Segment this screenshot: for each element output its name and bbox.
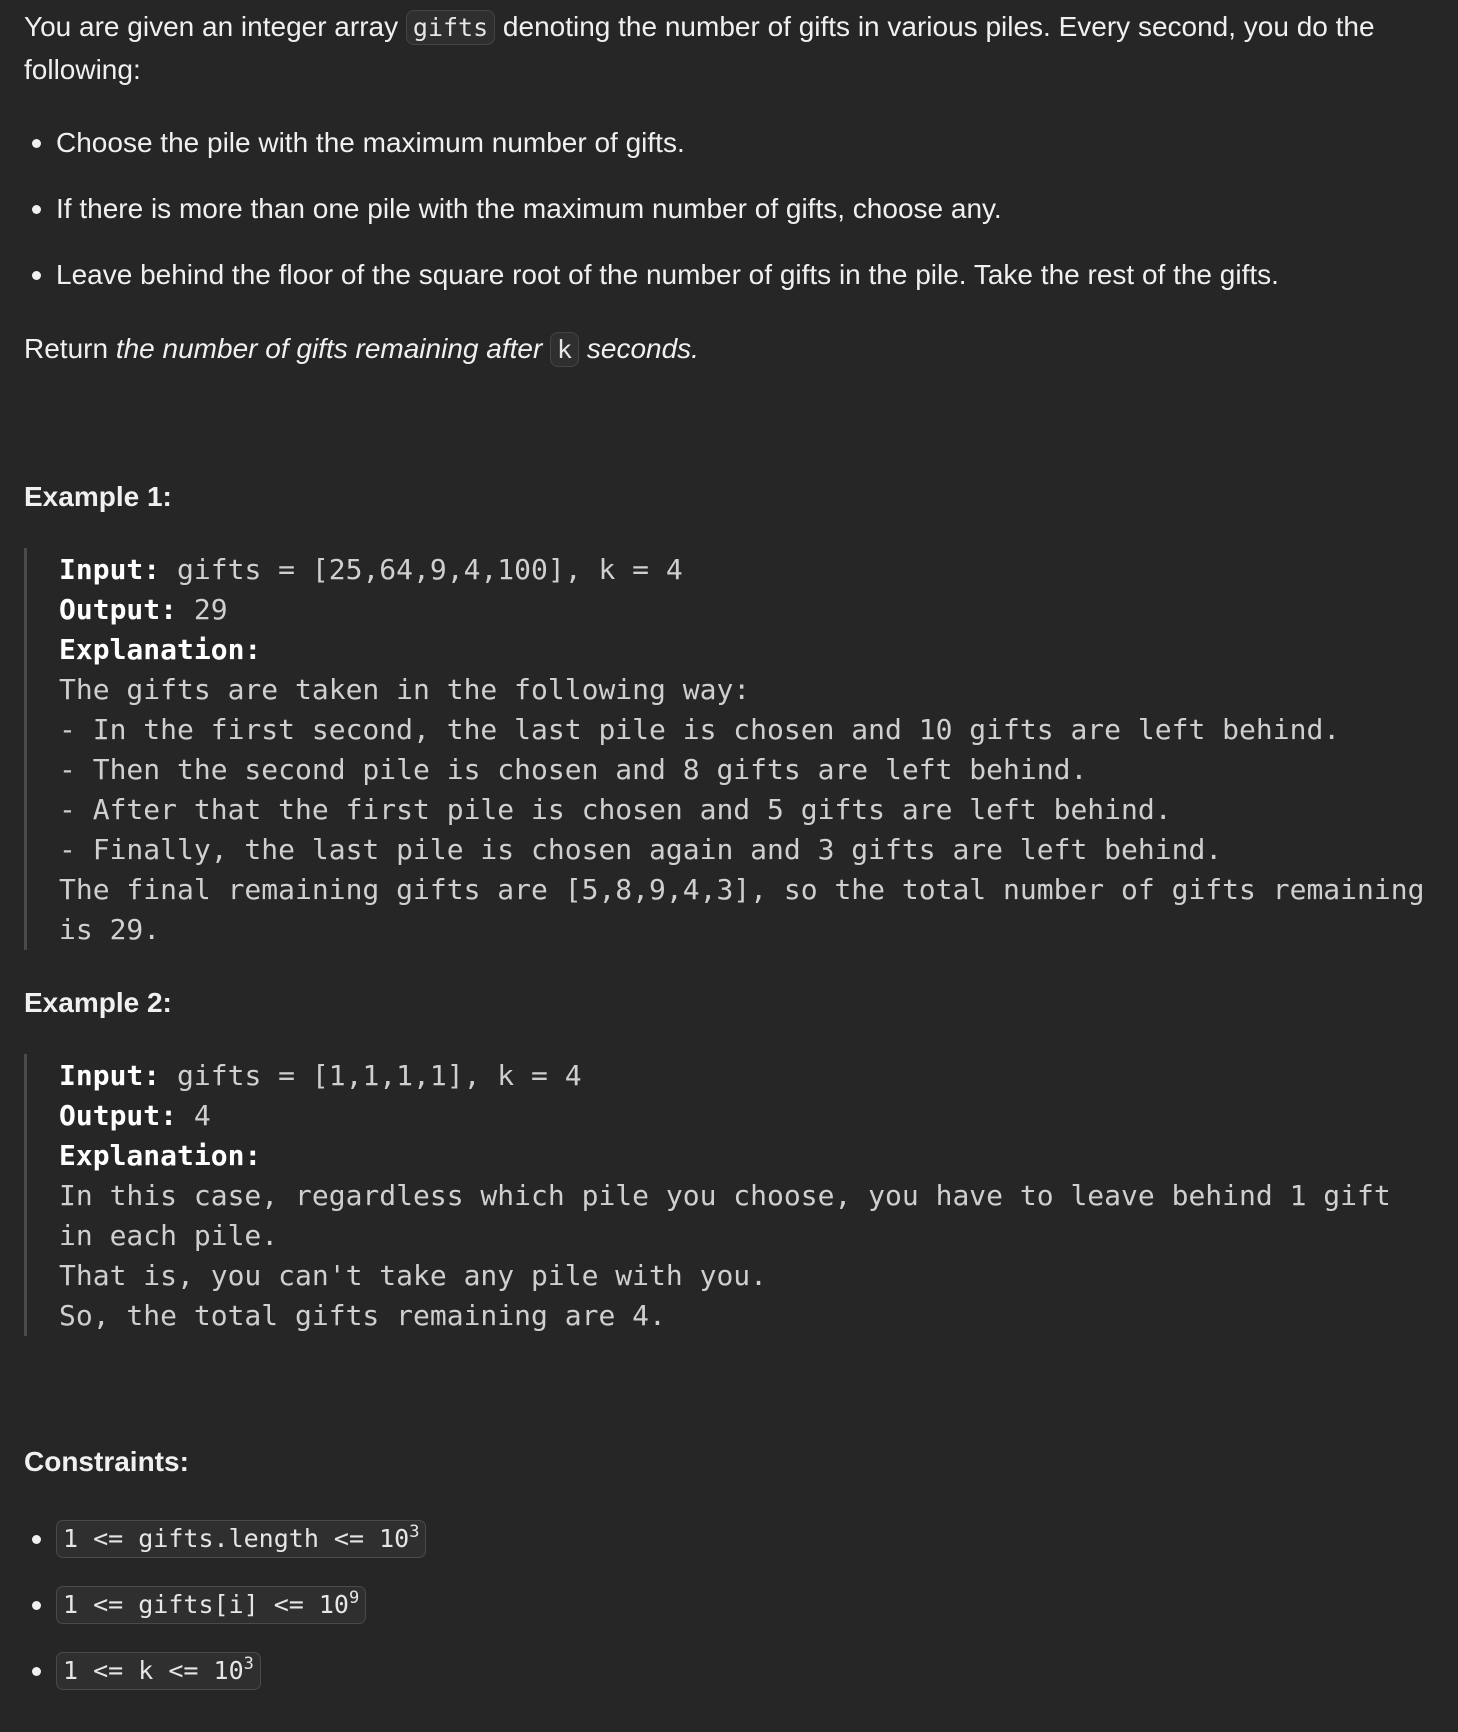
bullet-dot-icon — [32, 1667, 41, 1676]
example-2-heading: Example 2: — [24, 987, 172, 1018]
rule-text: Leave behind the floor of the square root of the number of gifts in the pile. Take the rest of the gifts. — [56, 259, 1279, 290]
return-statement — [24, 328, 699, 371]
bullet-dot-icon — [32, 139, 41, 148]
explanation-line: That is, you can't take any pile with you. — [59, 1259, 768, 1292]
constraint-exponent: 3 — [243, 1654, 254, 1674]
example-1-heading: Example 1: — [24, 481, 172, 512]
intro-text-start: You are given an integer array — [24, 11, 406, 42]
explanation-line: - Then the second pile is chosen and 8 gifts are left behind. — [59, 753, 1088, 786]
bullet-dot-icon — [32, 1601, 41, 1610]
example-1-block — [24, 548, 1434, 950]
inline-code-gifts: gifts — [406, 10, 495, 45]
constraint-exponent: 9 — [348, 1588, 360, 1608]
return-italic-end: seconds. — [579, 333, 699, 364]
inline-code-k: k — [550, 332, 579, 367]
output-value: 4 — [177, 1099, 211, 1132]
bullet-dot-icon — [32, 1535, 41, 1544]
constraint-exponent: 3 — [409, 1522, 420, 1542]
input-label: Input: — [59, 553, 161, 586]
explanation-line: The final remaining gifts are [5,8,9,4,3], so the total number of gifts remaining — [59, 873, 1425, 906]
constraints-heading: Constraints: — [24, 1446, 189, 1477]
explanation-label: Explanation: — [59, 1139, 262, 1172]
input-value: gifts = [25,64,9,4,100], k = 4 — [160, 553, 683, 586]
rule-text: Choose the pile with the maximum number of gifts. — [56, 127, 685, 158]
constraint-base: 1 <= gifts.length <= 10 — [63, 1524, 410, 1553]
constraint-base: 1 <= gifts[i] <= 10 — [63, 1590, 349, 1619]
input-label: Input: — [59, 1059, 161, 1092]
explanation-label: Explanation: — [59, 633, 262, 666]
intro-text-end: denoting the number of gifts in various piles. Every second, you do the following: — [24, 11, 1375, 85]
input-value: gifts = [1,1,1,1], k = 4 — [160, 1059, 582, 1092]
explanation-line: - In the first second, the last pile is chosen and 10 gifts are left behind. — [59, 713, 1341, 746]
constraint-base: 1 <= k <= 10 — [63, 1656, 244, 1685]
explanation-line: The gifts are taken in the following way: — [59, 673, 751, 706]
return-prefix: Return — [24, 333, 116, 364]
example-1-explanation-label — [59, 630, 1434, 670]
constraint-code — [56, 1586, 366, 1624]
output-label: Output: — [59, 593, 178, 626]
example-2-block — [24, 1054, 1434, 1336]
explanation-line: is 29. — [59, 913, 161, 946]
rule-text: If there is more than one pile with the maximum number of gifts, choose any. — [56, 193, 1002, 224]
example-1-input — [59, 550, 1434, 590]
explanation-line: In this case, regardless which pile you choose, you have to leave behind 1 gift — [59, 1179, 1391, 1212]
bullet-dot-icon — [32, 271, 41, 280]
output-value: 29 — [177, 593, 228, 626]
output-label: Output: — [59, 1099, 178, 1132]
intro-paragraph — [24, 6, 1424, 91]
explanation-line: in each pile. — [59, 1219, 279, 1252]
explanation-line: - Finally, the last pile is chosen again and 3 gifts are left behind. — [59, 833, 1223, 866]
constraint-code — [56, 1652, 261, 1690]
example-2-input — [59, 1056, 1434, 1096]
example-2-explanation-label — [59, 1136, 1434, 1176]
bullet-dot-icon — [32, 205, 41, 214]
explanation-line: So, the total gifts remaining are 4. — [59, 1299, 666, 1332]
return-italic-start: the number of gifts remaining after — [115, 333, 551, 364]
explanation-line: - After that the first pile is chosen and 5 gifts are left behind. — [59, 793, 1172, 826]
constraint-code — [56, 1520, 426, 1558]
example-2-output — [59, 1096, 1434, 1136]
example-1-output — [59, 590, 1434, 630]
